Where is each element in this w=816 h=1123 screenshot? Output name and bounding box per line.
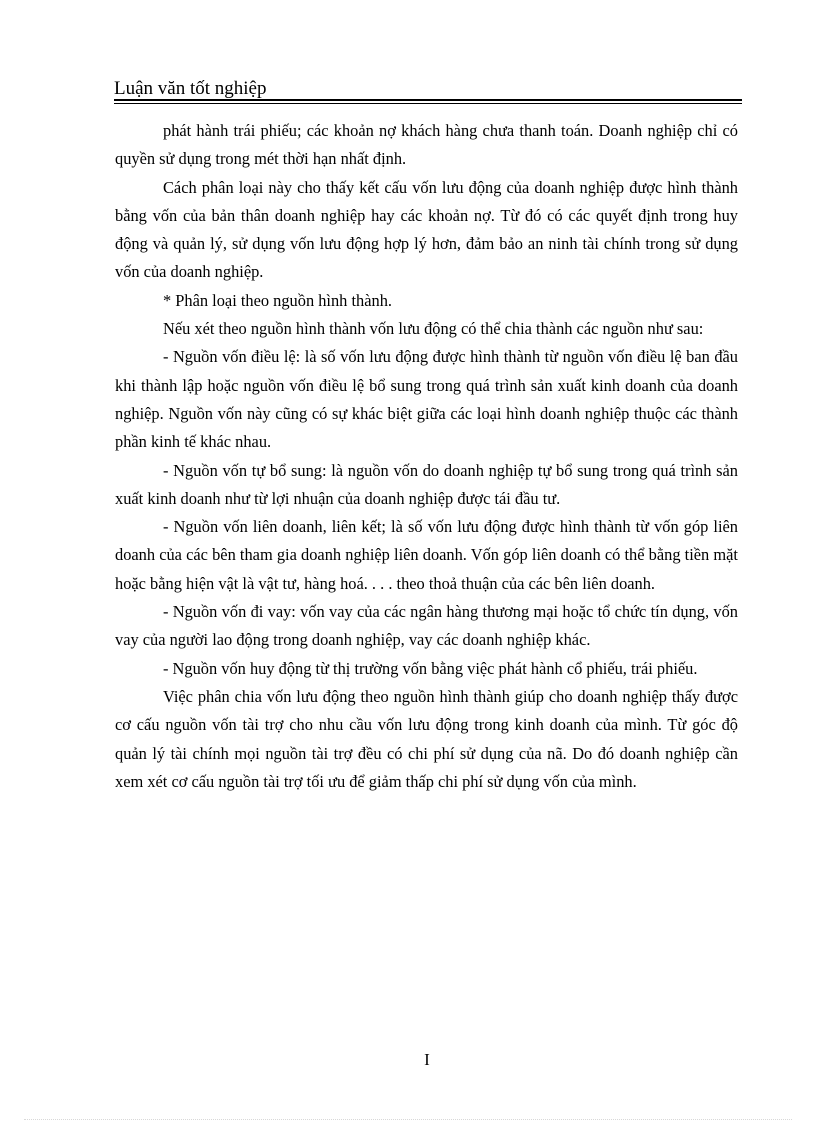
paragraph: phát hành trái phiếu; các khoản nợ khách hàng chưa thanh toán. Doanh nghiệp chỉ có quyền sử dụng trong mét thời hạn nhất định. xyxy=(115,121,738,169)
body-text xyxy=(115,117,738,796)
page-number: I xyxy=(424,1050,430,1069)
page-bottom-edge xyxy=(24,1119,792,1120)
header-rule-thick xyxy=(114,99,742,101)
list-item: - Nguồn vốn điều lệ: là số vốn lưu động được hình thành từ nguồn vốn điều lệ ban đầu khi thành lập hoặc nguồn vốn điều lệ bổ sung trong quá trình sản xuất kinh doanh của doanh nghiệp. Nguồn vốn này cũng có sự khác biệt giữa các loại hình doanh nghiệp thuộc các thành phần kinh tế khác nhau. xyxy=(115,347,738,452)
list-item: - Nguồn vốn tự bổ sung: là nguồn vốn do doanh nghiệp tự bổ sung trong quá trình sản xuất kinh doanh như từ lợi nhuận của doanh nghiệp được tái đầu tư. xyxy=(115,460,738,508)
header-title: Luận văn tốt nghiệp xyxy=(114,78,267,99)
list-item: - Nguồn vốn huy động từ thị trường vốn bằng việc phát hành cổ phiếu, trái phiếu. xyxy=(163,658,698,678)
paragraph: Cách phân loại này cho thấy kết cấu vốn lưu động của doanh nghiệp được hình thành bằng vốn của bản thân doanh nghiệp hay các khoản nợ. Từ đó có các quyết định trong huy động và quản lý, sử dụng vốn lưu động hợp lý hơn, đảm bảo an ninh tài chính trong sử dụng vốn của doanh nghiệp. xyxy=(115,177,738,282)
paragraph: Nếu xét theo nguồn hình thành vốn lưu động có thể chia thành các nguồn như sau: xyxy=(163,319,704,339)
page-header xyxy=(114,78,742,104)
paragraph: Việc phân chia vốn lưu động theo nguồn hình thành giúp cho doanh nghiệp thấy được cơ cấu nguồn vốn tài trợ cho nhu cầu vốn lưu động trong kinh doanh của mình. Từ góc độ quản lý tài chính mọi nguồn tài trợ đều có chi phí sử dụng của nã. Do đó doanh nghiệp cần xem xét cơ cấu nguồn tài trợ tối ưu để giảm thấp chi phí sử dụng vốn của mình. xyxy=(115,686,738,791)
header-rule-thin xyxy=(114,103,742,104)
list-item: - Nguồn vốn liên doanh, liên kết; là số vốn lưu động được hình thành từ vốn góp liên doanh của các bên tham gia doanh nghiệp liên doanh. Vốn góp liên doanh có thể bằng tiền mặt hoặc bằng hiện vật là vật tư, hàng hoá. . . . theo thoả thuận của các bên liên doanh. xyxy=(115,517,738,593)
list-item: - Nguồn vốn đi vay: vốn vay của các ngân hàng thương mại hoặc tổ chức tín dụng, vốn vay của người lao động trong doanh nghiệp, vay các doanh nghiệp khác. xyxy=(115,602,738,650)
section-heading: * Phân loại theo nguồn hình thành. xyxy=(163,290,392,310)
